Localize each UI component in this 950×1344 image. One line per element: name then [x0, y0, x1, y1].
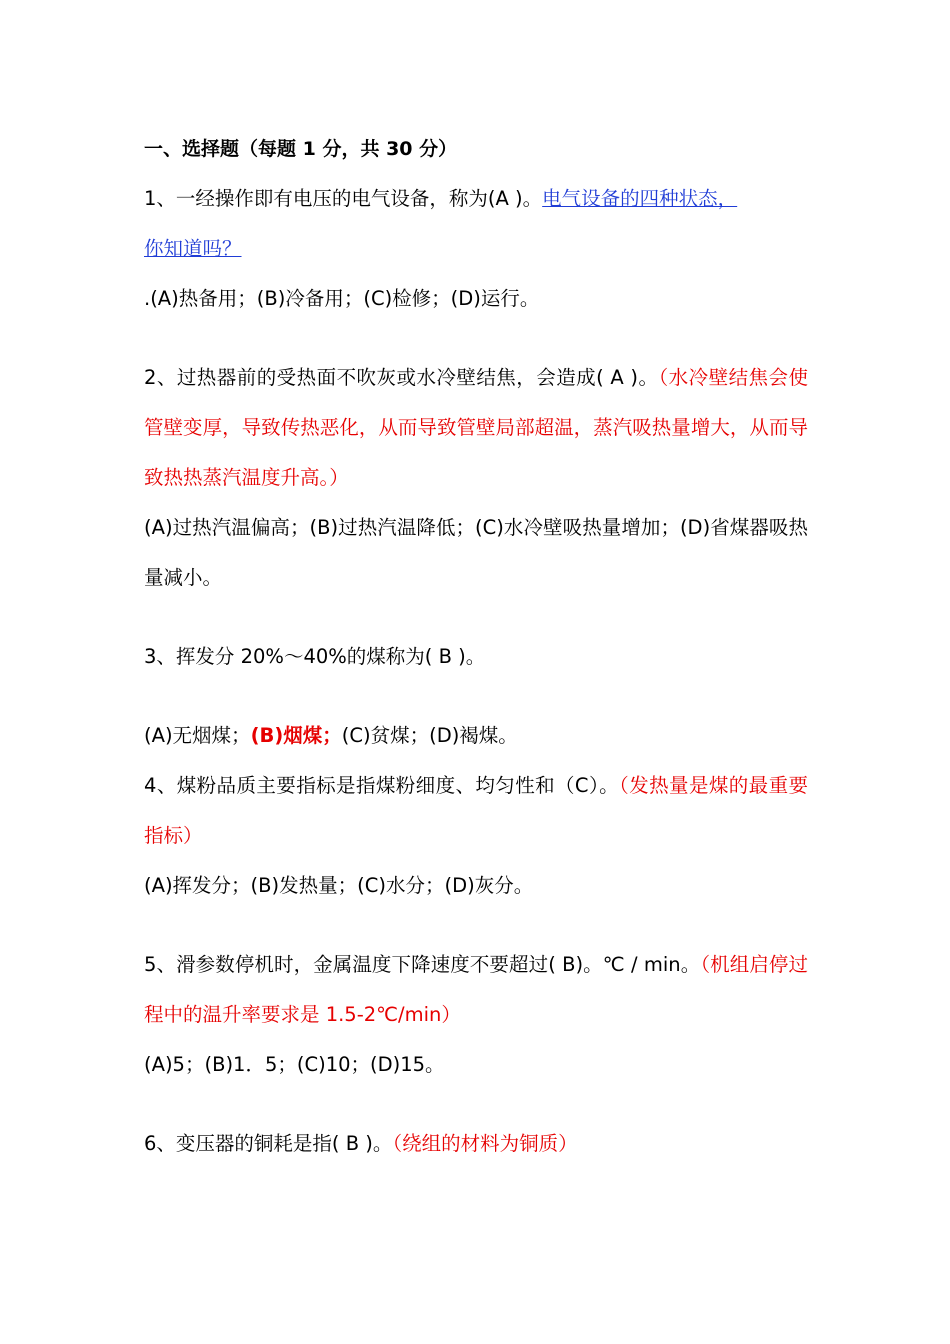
question-2-options: (A)过热汽温偏高；(B)过热汽温降低；(C)水冷壁吸热量增加；(D)省煤器吸热量减小。	[144, 516, 808, 589]
question-1-link[interactable]: 电气设备的四种状态，	[542, 187, 738, 210]
question-5-stem: 5、滑参数停机时，金属温度下降速度不要超过( B)。℃ / min。	[144, 953, 701, 976]
question-5-note: （机组启停过程中的温升率要求是 1.5-2℃/min）	[144, 953, 808, 1026]
question-3-options	[144, 711, 808, 761]
question-4-stem: 4、煤粉品质主要指标是指煤粉细度、均匀性和（C）。	[144, 774, 620, 797]
question-2-note: （水冷壁结焦会使管壁变厚，导致传热恶化，从而导致管壁局部超温，蒸汽吸热量增大，从而导致热热蒸汽温度升高。）	[144, 366, 808, 489]
question-3-option-rest: (C)贫煤；(D)褐煤。	[341, 724, 518, 747]
question-3-option-b-answer: (B)烟煤；	[250, 724, 342, 747]
question-5	[144, 940, 808, 1090]
question-1-stem: 1、一经操作即有电压的电气设备，称为(A )。	[144, 187, 543, 210]
question-1-options: .(A)热备用；(B)冷备用；(C)检修；(D)运行。	[144, 287, 540, 310]
question-6-stem: 6、变压器的铜耗是指( B )。	[144, 1132, 393, 1155]
section-title: 一、选择题（每题 1 分，共 30 分）	[144, 138, 458, 160]
question-4-note: （发热量是煤的最重要指标）	[144, 774, 808, 847]
question-2-stem: 2、过热器前的受热面不吹灰或水冷壁结焦，会造成( A )。	[144, 366, 659, 389]
question-2-stem-line	[144, 353, 808, 503]
spacer	[144, 603, 808, 632]
question-2	[144, 353, 808, 603]
question-4-stem-line	[144, 761, 808, 861]
question-3-option-a: (A)无烟煤；	[144, 724, 251, 747]
spacer	[144, 911, 808, 940]
question-5-stem-line	[144, 940, 808, 1040]
document-page	[144, 124, 808, 1169]
question-1-link-line-2	[144, 224, 808, 274]
question-3-stem: 3、挥发分 20%～40%的煤称为( B )。	[144, 645, 486, 668]
question-6	[144, 1119, 808, 1169]
question-5-options: (A)5；(B)1．5；(C)10；(D)15。	[144, 1053, 445, 1076]
question-4-options: (A)挥发分；(B)发热量；(C)水分；(D)灰分。	[144, 874, 534, 897]
question-1-link-continued[interactable]: 你知道吗？	[144, 237, 242, 260]
spacer	[144, 1090, 808, 1119]
question-6-note: （绕组的材料为铜质）	[392, 1132, 578, 1155]
spacer	[144, 682, 808, 711]
question-3	[144, 632, 808, 761]
question-1-stem-line	[144, 174, 808, 224]
question-4	[144, 761, 808, 911]
spacer	[144, 324, 808, 353]
question-1	[144, 174, 808, 324]
question-6-stem-line	[144, 1119, 808, 1169]
